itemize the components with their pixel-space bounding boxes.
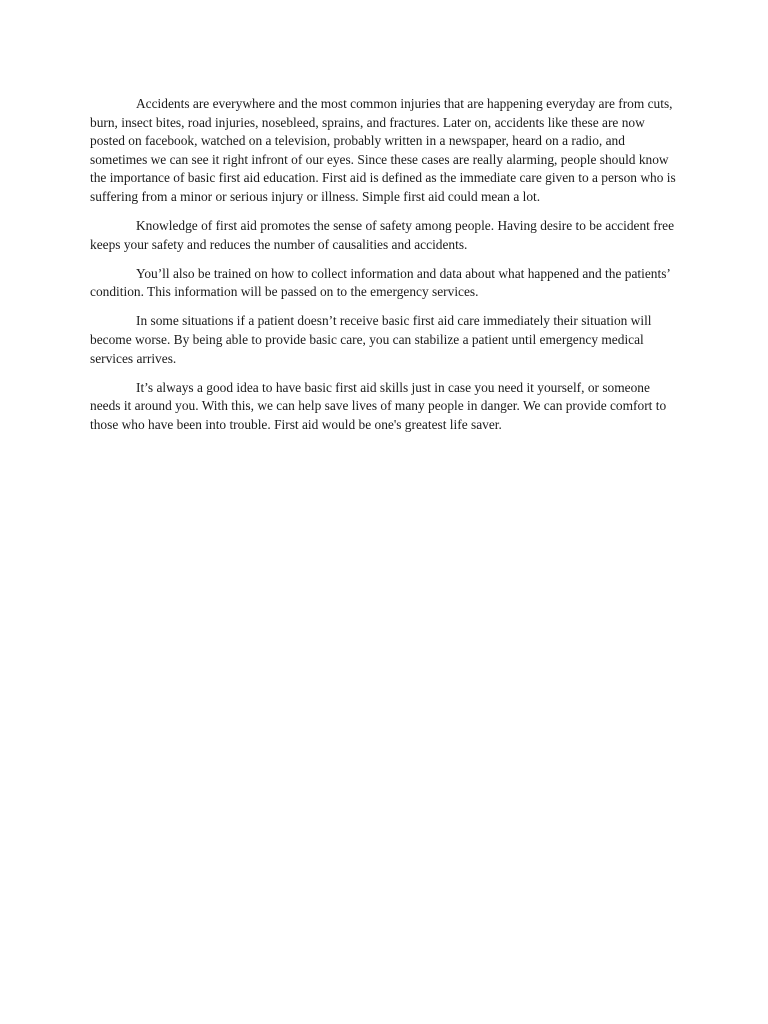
paragraph-2: Knowledge of first aid promotes the sense of safety among people. Having desire to be accident free keeps your safety and reduces the number of causalities and accidents. — [90, 218, 675, 252]
paragraph-1: Accidents are everywhere and the most common injuries that are happening everyday are from cuts, burn, insect bites, road injuries, nosebleed, sprains, and fractures. Later on, accidents like these are now posted on facebook, watched on a television, probably written in a newspaper, heard on a radio, and sometimes we can see it right infront of our eyes. Since these cases are really alarming, people should know the importance of basic first aid education. First aid is defined as the immediate care given to a person who is suffering from a minor or serious injury or illness. Simple first aid could mean a lot. — [90, 96, 676, 204]
document-body — [90, 95, 680, 445]
paragraph-3: You’ll also be trained on how to collect information and data about what happened and the patients’ condition. This information will be passed on to the emergency services. — [90, 265, 670, 300]
paragraph-5: It’s always a good idea to have basic first aid skills just in case you need it yourself, or someone needs it around you. With this, we can help save lives of many people in danger. We can provide comfort to those who have been into trouble. First aid would be one's greatest life saver. — [90, 379, 667, 432]
paragraph-4: In some situations if a patient doesn’t receive basic first aid care immediately their situation will become worse. By being able to provide basic care, you can stabilize a patient until emergency medical services arrives. — [90, 313, 652, 366]
